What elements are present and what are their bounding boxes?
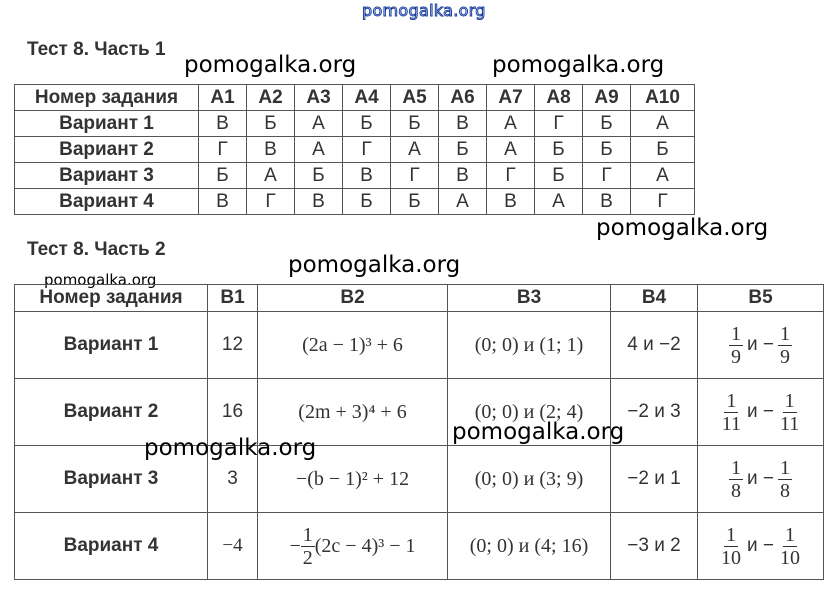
header-cell: А10 bbox=[631, 85, 695, 111]
header-cell: А2 bbox=[247, 85, 295, 111]
watermark: pomogalka.org bbox=[144, 435, 317, 461]
watermark: pomogalka.org bbox=[288, 252, 461, 278]
fraction-numerator: 1 bbox=[784, 389, 795, 412]
fraction-numerator: 1 bbox=[731, 456, 741, 479]
fraction-denominator: 9 bbox=[731, 345, 741, 368]
fraction bbox=[729, 457, 743, 502]
answer-cell: В bbox=[199, 189, 247, 215]
answer-cell: −2 и 3 bbox=[611, 379, 698, 446]
formula: (2a − 1)³ + 6 bbox=[302, 333, 403, 356]
header-cell: А7 bbox=[487, 85, 535, 111]
fraction bbox=[720, 390, 743, 435]
answer-cell: А bbox=[247, 163, 295, 189]
formula: (0; 0) и (1; 1) bbox=[474, 333, 584, 356]
fraction-numerator: 1 bbox=[726, 523, 736, 546]
answer-cell: Г bbox=[535, 111, 583, 137]
header-cell: А5 bbox=[391, 85, 439, 111]
answer-cell bbox=[698, 446, 824, 513]
answer-cell bbox=[698, 312, 824, 379]
answer-cell: Б bbox=[535, 163, 583, 189]
formula: (0; 0) и (3; 9) bbox=[474, 467, 584, 490]
fraction bbox=[778, 390, 801, 435]
header-cell: В4 bbox=[611, 285, 698, 312]
fraction-numerator: 1 bbox=[785, 523, 795, 546]
answer-cell: В bbox=[583, 189, 631, 215]
part2-title: Тест 8. Часть 2 bbox=[27, 239, 166, 260]
separator: и − bbox=[747, 401, 774, 422]
header-cell: Номер задания bbox=[15, 285, 208, 312]
fraction bbox=[778, 457, 792, 502]
answer-cell: Г bbox=[631, 189, 695, 215]
fraction-denominator: 11 bbox=[780, 412, 800, 435]
formula: −(b − 1)² + 12 bbox=[295, 467, 410, 490]
answer-cell: Б bbox=[247, 111, 295, 137]
answer-cell: Г bbox=[247, 189, 295, 215]
table-row bbox=[15, 446, 824, 513]
answer-cell: В bbox=[199, 111, 247, 137]
answer-cell: Г bbox=[199, 137, 247, 163]
watermark: pomogalka.org bbox=[184, 52, 357, 78]
header-cell: Номер задания bbox=[15, 85, 199, 111]
answer-cell: Б bbox=[343, 111, 391, 137]
formula: (0; 0) и (4; 16) bbox=[469, 534, 589, 557]
answer-cell: А bbox=[391, 137, 439, 163]
header-cell: А1 bbox=[199, 85, 247, 111]
answer-cell: Б bbox=[343, 189, 391, 215]
header-cell: В3 bbox=[448, 285, 611, 312]
answer-cell: Б bbox=[391, 111, 439, 137]
watermark: pomogalka.org bbox=[452, 419, 625, 445]
answer-cell: Б bbox=[391, 189, 439, 215]
answer-cell: А bbox=[295, 137, 343, 163]
fraction-numerator: 1 bbox=[731, 322, 741, 345]
fraction-denominator: 9 bbox=[780, 345, 790, 368]
header-cell: А4 bbox=[343, 85, 391, 111]
watermark: pomogalka.org bbox=[492, 52, 665, 78]
header-cell: В5 bbox=[698, 285, 824, 312]
fraction-numerator: 1 bbox=[780, 322, 790, 345]
answer-cell: Г bbox=[391, 163, 439, 189]
answer-cell: В bbox=[487, 189, 535, 215]
fraction-numerator: 1 bbox=[726, 389, 737, 412]
answer-cell: Б bbox=[583, 111, 631, 137]
fraction bbox=[778, 524, 802, 569]
answer-cell: Г bbox=[343, 137, 391, 163]
answer-cell: А bbox=[439, 189, 487, 215]
answer-cell: А bbox=[631, 163, 695, 189]
header-cell: А8 bbox=[535, 85, 583, 111]
answer-cell: А bbox=[295, 111, 343, 137]
answer-cell: А bbox=[631, 111, 695, 137]
header-cell: В1 bbox=[208, 285, 258, 312]
row-label: Вариант 1 bbox=[15, 111, 199, 137]
answer-cell: 4 и −2 bbox=[611, 312, 698, 379]
answer-cell: В bbox=[343, 163, 391, 189]
answer-cell: В bbox=[439, 111, 487, 137]
answer-cell: В bbox=[247, 137, 295, 163]
separator: и − bbox=[747, 334, 774, 355]
fraction bbox=[729, 323, 743, 368]
table-row bbox=[15, 189, 695, 215]
row-label: Вариант 2 bbox=[15, 379, 208, 446]
row-label: Вариант 3 bbox=[15, 446, 208, 513]
answer-cell: В bbox=[439, 163, 487, 189]
answer-cell: 12 bbox=[208, 312, 258, 379]
table-row bbox=[15, 312, 824, 379]
fraction-numerator: 1 bbox=[302, 523, 313, 546]
table-row bbox=[15, 513, 824, 580]
header-cell: А6 bbox=[439, 85, 487, 111]
answer-cell bbox=[698, 379, 824, 446]
answer-cell: Г bbox=[583, 163, 631, 189]
row-label: Вариант 4 bbox=[15, 513, 208, 580]
fraction-denominator: 10 bbox=[780, 546, 800, 569]
answer-cell: −4 bbox=[208, 513, 258, 580]
watermark-top: pomogalka.org bbox=[362, 1, 486, 20]
formula: (2c − 4)³ − 1 bbox=[314, 534, 416, 557]
header-cell: В2 bbox=[258, 285, 448, 312]
answer-cell: 3 bbox=[208, 446, 258, 513]
watermark: pomogalka.org bbox=[44, 271, 157, 289]
answer-cell: Б bbox=[199, 163, 247, 189]
fraction bbox=[301, 524, 315, 569]
fraction-denominator: 8 bbox=[780, 479, 790, 502]
answer-cell: А bbox=[487, 137, 535, 163]
fraction-denominator: 2 bbox=[302, 546, 313, 569]
answer-cell: А bbox=[535, 189, 583, 215]
answer-cell: Б bbox=[583, 137, 631, 163]
answer-cell bbox=[258, 513, 448, 580]
header-cell: А9 bbox=[583, 85, 631, 111]
answer-cell bbox=[448, 513, 611, 580]
table-header-row bbox=[15, 285, 824, 312]
row-label: Вариант 1 bbox=[15, 312, 208, 379]
row-label: Вариант 4 bbox=[15, 189, 199, 215]
table-row bbox=[15, 163, 695, 189]
answer-cell: Б bbox=[631, 137, 695, 163]
watermark: pomogalka.org bbox=[596, 215, 769, 241]
fraction bbox=[778, 323, 792, 368]
answer-cell: Б bbox=[295, 163, 343, 189]
fraction bbox=[719, 524, 743, 569]
table-row bbox=[15, 379, 824, 446]
answer-cell: В bbox=[295, 189, 343, 215]
separator: и − bbox=[747, 535, 774, 556]
answer-cell: А bbox=[487, 111, 535, 137]
fraction-numerator: 1 bbox=[780, 456, 790, 479]
fraction-denominator: 8 bbox=[731, 479, 741, 502]
part1-answer-table bbox=[14, 84, 695, 215]
header-cell: А3 bbox=[295, 85, 343, 111]
fraction-denominator: 10 bbox=[721, 546, 741, 569]
answer-cell bbox=[448, 312, 611, 379]
fraction-denominator: 11 bbox=[721, 412, 741, 435]
answer-cell bbox=[448, 446, 611, 513]
table-header-row bbox=[15, 85, 695, 111]
answer-cell: 16 bbox=[208, 379, 258, 446]
answer-cell: Б bbox=[439, 137, 487, 163]
answer-cell bbox=[698, 513, 824, 580]
part1-title: Тест 8. Часть 1 bbox=[27, 39, 166, 60]
formula: (2m + 3)⁴ + 6 bbox=[298, 400, 407, 423]
answer-cell: −2 и 1 bbox=[611, 446, 698, 513]
answer-cell: Г bbox=[487, 163, 535, 189]
separator: и − bbox=[747, 468, 774, 489]
formula-prefix: − bbox=[289, 534, 301, 557]
table-row bbox=[15, 137, 695, 163]
table-row bbox=[15, 111, 695, 137]
answer-cell bbox=[258, 312, 448, 379]
row-label: Вариант 3 bbox=[15, 163, 199, 189]
part2-answer-table bbox=[14, 284, 824, 580]
row-label: Вариант 2 bbox=[15, 137, 199, 163]
answer-cell: Б bbox=[535, 137, 583, 163]
formula: (0; 0) и (2; 4) bbox=[474, 400, 584, 423]
answer-cell: −3 и 2 bbox=[611, 513, 698, 580]
